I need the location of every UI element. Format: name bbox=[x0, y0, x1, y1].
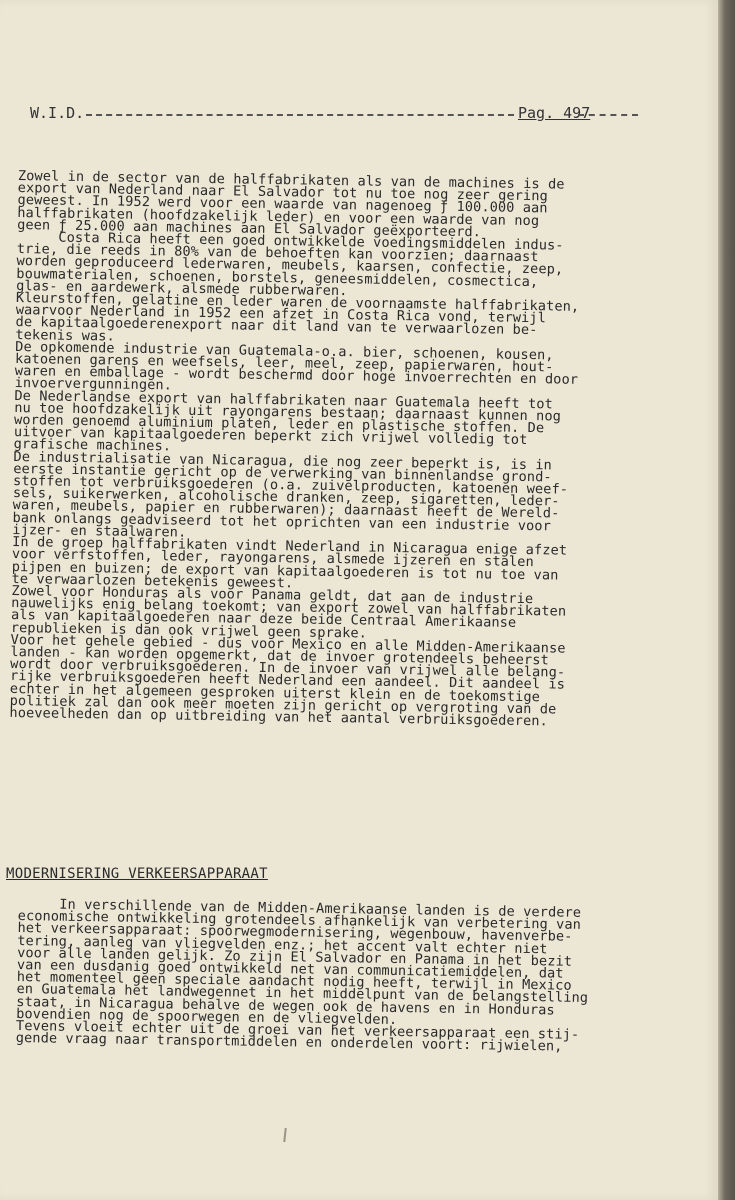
body-text-part2: In verschillende van de Midden-Amerikaanse landen is de verdere economische ontwikkeling grotendeels afhankelijk van verbetering van het verkeersapparaat: spoorwegmodernisering, wegenbouw, havenverbe- tering, aanleg van vliegvelden enz.; het accent valt echter niet voor alle landen gelijk. Zo zijn El Salvador en Panama in het bezit van een dusdanig goed ontwikkeld net van communicatiemiddelen, dat het momenteel geen speciale aandacht nodig heeft, terwijl in Mexico en Guatemala het landwegennet in het middelpunt van de belangstelling staat, in Nicaragua behalve de wegen ook de havens en in Honduras bovendien nog de spoorwegen en de vliegvelden. Tevens vloeit echter uit de groei van het verkeersapparaat een stij- gende vraag naar transportmiddelen en onderdelen voort: rijwielen, bbox=[15, 896, 589, 1055]
pencil-mark bbox=[283, 1128, 286, 1142]
page-edge bbox=[718, 0, 735, 1200]
header-rule bbox=[86, 114, 514, 116]
header-rule-end bbox=[578, 114, 638, 116]
body-text-part1: Zowel in de sector van de halffabrikaten als van de machines is de export van Nederland naar El Salvador tot nu toe nog zeer gering geweest. In 1952 werd voor een waarde van nagenoeg ƒ 100.000 aan halffabrikaten (hoofdzakelijk leder) en voor een waarde van nog geen ƒ 25.000 aan machines aan El Salvador geëxporteerd. Costa Rica heeft een goed ontwikkelde voedingsmiddelen indus- trie, die reeds in 80% van de behoeften kan voorzien; daarnaast worden geproduceerd lederwaren, meubels, kaarsen, confectie, zeep, bouwmaterialen, schoenen, borstels, geneesmiddelen, cosmectica, glas- en aardewerk, alsmede rubberwaren. Kleurstoffen, gelatine en leder waren de voornaamste halffabrikaten, waarvoor Nederland in 1952 een afzet in Costa Rica vond, terwijl de kapitaalgoederenexport naar dit land van te verwaarlozen be- tekenis was. De opkomende industrie van Guatemala-o.a. bier, schoenen, kousen, katoenen garens en weefsels, leer, meel, zeep, papierwaren, hout- waren en emballage - wordt beschermd door hoge invoerrechten en door invoervergunningen. De Nederlandse export van halffabrikaten naar Guatemala heeft tot nu toe hoofdzakelijk uit rayongarens bestaan; daarnaast kunnen nog worden genoemd aluminium platen, leder en plastische stoffen. De uitvoer van kapitaalgoederen beperkt zich vrijwel volledig tot grafische machines. De industrialisatie van Nicaragua, die nog zeer beperkt is, is in eerste instantie gericht op de verwerking van binnenlandse grond- stoffen tot verbruiksgoederen (o.a. zuivelproducten, katoenen weef- sels, suikerwerken, alcoholische dranken, zeep, sigaretten, leder- waren, meubels, papier en rubberwaren); daarnaast heeft de Wereld- bank onlangs geadviseerd tot het oprichten van een industrie voor ijzer- en staalwaren. In de groep halffabrikaten vindt Nederland in Nicaragua enige afzet voor verfstoffen, leder, rayongarens, alsmede ijzeren en stalen pijpen en buizen; de export van kapitaalgoederen is tot nu toe van te verwaarlozen betekenis geweest. Zowel voor Honduras als voor Panama geldt, dat aan de industrie nauwelijks enig belang toekomt; van export zowel van halffabrikaten als van kapitaalgoederen naar deze beide Centraal Amerikaanse republieken is dan ook vrijwel geen sprake. Voor het gehele gebied - dus voor Mexico en alle Midden-Amerikaanse landen - kan worden opgemerkt, dat de invoer grotendeels beheerst wordt door verbruiksgoederen. In de invoer van vrijwel alle belang- rijke verbruiksgoederen heeft Nederland een aandeel. Dit aandeel is echter in het algemeen gesproken uiterst klein en de toekomstige politiek zal dan ook meer moeten zijn gericht op vergroting van de hoeveelheden dan op uitbreiding van het aantal verbruiksgoederen. bbox=[9, 168, 580, 730]
section-heading: MODERNISERING VERKEERSAPPARAAT bbox=[6, 866, 268, 882]
page-header bbox=[30, 104, 630, 126]
header-code: W.I.D. bbox=[30, 104, 85, 122]
page-number: Pag. 497 bbox=[518, 104, 591, 122]
